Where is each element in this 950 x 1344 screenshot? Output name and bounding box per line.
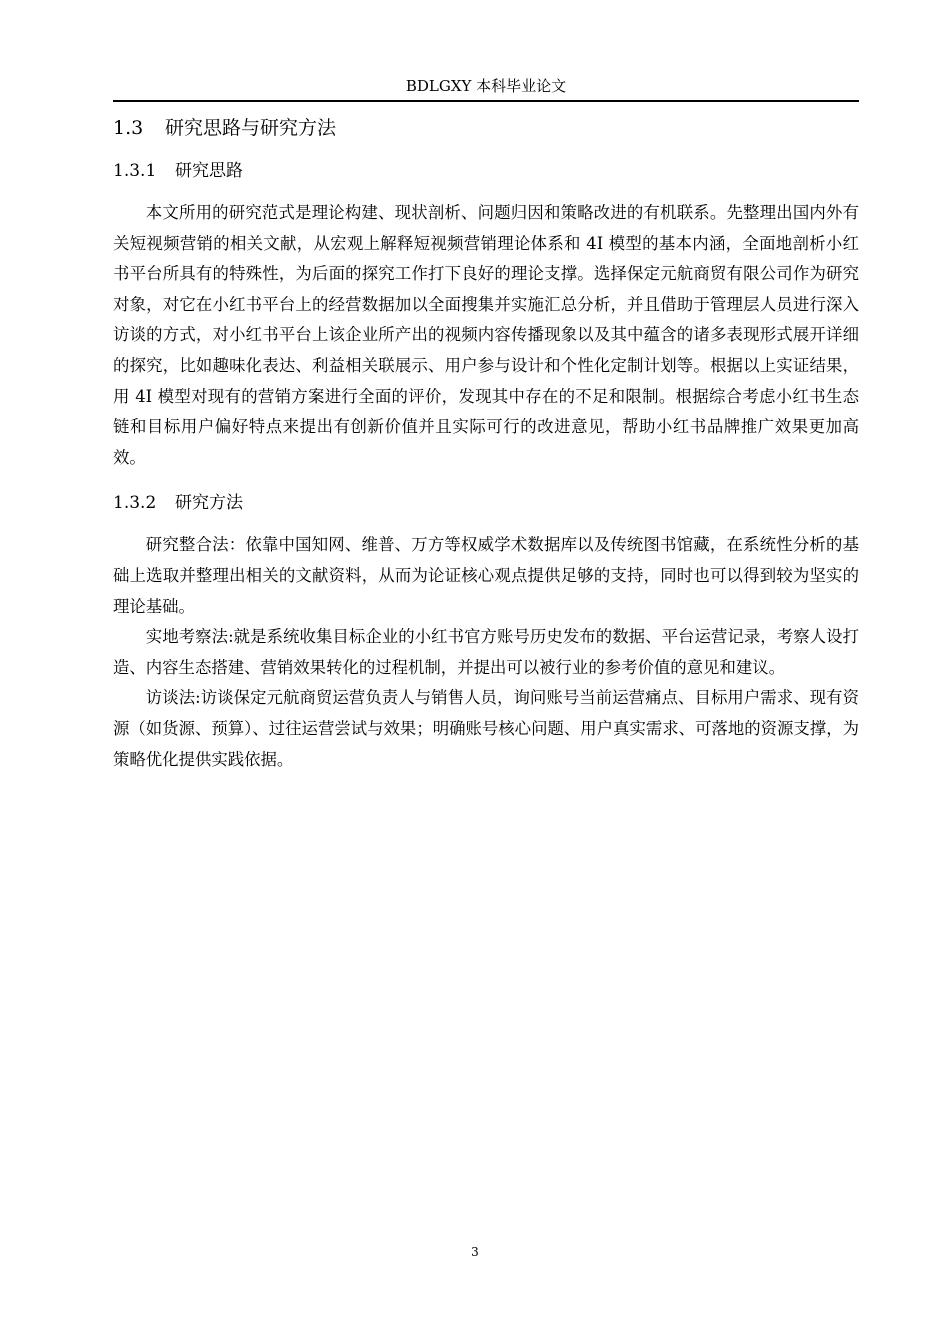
paragraph: 本文所用的研究范式是理论构建、现状剖析、问题归因和策略改进的有机联系。先整理出国内外有关短视频营销的相关文献，从宏观上解释短视频营销理论体系和 4I 模型的基本内涵，全面地剖析小红书平台所具有的特殊性，为后面的探究工作打下良好的理论支撑。选择保定元航商贸有限公司作为研究对象，对它在小红书平台上的经营数据加以全面搜集并实施汇总分析，并且借助于管理层人员进行深入访谈的方式，对小红书平台上该企业所产出的视频内容传播现象以及其中蕴含的诸多表现形式展开详细的探究，比如趣味化表达、利益相关联展示、用户参与设计和个性化定制计划等。根据以上实证结果，用 4I 模型对现有的营销方案进行全面的评价，发现其中存在的不足和限制。根据综合考虑小红书生态链和目标用户偏好特点来提出有创新价值并且实际可行的改进意见，帮助小红书品牌推广效果更加高效。 <box>113 203 859 467</box>
subsection-title: 研究方法 <box>175 493 243 514</box>
subsection-title: 研究思路 <box>175 161 243 181</box>
subsection-number: 1.3.1 <box>113 161 157 181</box>
paragraph: 访谈法:访谈保定元航商贸运营负责人与销售人员，询问账号当前运营痛点、目标用户需求、现有资源（如货源、预算）、过往运营尝试与效果；明确账号核心问题、用户真实需求、可落地的资源支撑，为策略优化提供实践依据。 <box>113 688 859 769</box>
subsection-number: 1.3.2 <box>113 493 157 514</box>
section-heading <box>113 112 859 144</box>
page-number: 3 <box>471 1245 479 1259</box>
running-header: BDLGXY 本科毕业论文 <box>405 77 567 95</box>
paragraph: 研究整合法：依靠中国知网、维普、万方等权威学术数据库以及传统图书馆藏，在系统性分析的基础上选取并整理出相关的文献资料，从而为论证核心观点提供足够的支持，同时也可以得到较为坚实的理论基础。 <box>113 535 859 616</box>
page-content <box>113 112 859 775</box>
subsection-heading <box>113 156 859 186</box>
section-title: 研究思路与研究方法 <box>165 117 337 139</box>
section-number: 1.3 <box>113 117 144 139</box>
paragraph: 实地考察法:就是系统收集目标企业的小红书官方账号历史发布的数据、平台运营记录，考察人设打造、内容生态搭建、营销效果转化的过程机制，并提出可以被行业的参考价值的意见和建议。 <box>113 627 859 677</box>
subsection-heading <box>113 488 859 518</box>
header-rule <box>113 100 859 102</box>
